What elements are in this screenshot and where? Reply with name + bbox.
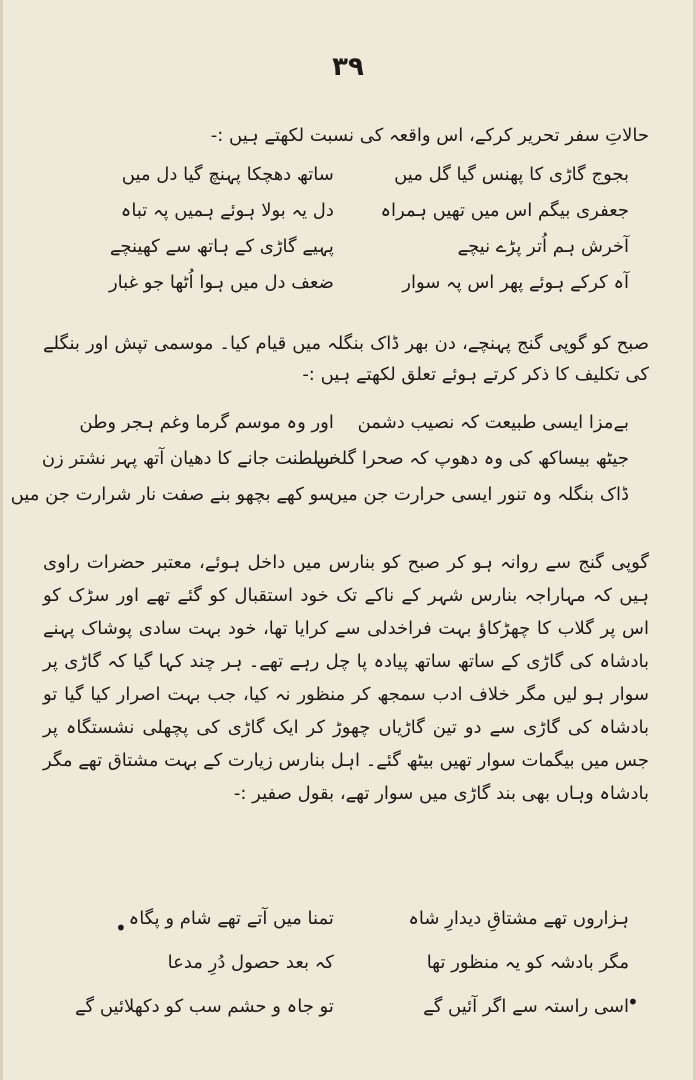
misra-first: ڈاک بنگلہ وہ تنور ایسی حرارت جن میں	[328, 483, 629, 505]
misra-second: ضعف دل میں ہوا اُٹھا جو غبار	[108, 271, 334, 293]
misra-second: پہیے گاڑی کے ہاتھ سے کھینچے	[109, 235, 334, 257]
prose-paragraph-2	[43, 546, 649, 810]
misra-second: کہ بعد حصول دُرِ مدعا	[167, 951, 334, 973]
couplet	[10, 476, 649, 512]
intro-text: حالاتِ سفر تحریر کرکے، اس واقعہ کی نسبت لکھتے ہیں :-	[210, 125, 649, 146]
misra-first: جعفری بیگم اس میں تھیں ہمراہ	[380, 199, 629, 221]
poem-3	[43, 896, 649, 1028]
paragraph-text: صبح کو گوپی گنج پہنچے، دن بھر ڈاک بنگلہ میں قیام کیا۔ موسمی تپش اور بنگلے کی تکلیف کا ذکر کرتے ہوئے تعلق لکھتے ہیں :-	[43, 333, 649, 385]
couplet	[43, 440, 649, 476]
misra-first: آہ کرکے ہوئے پھر اس پہ سوار	[402, 271, 629, 293]
misra-second: تمنا میں آتے تھے شام و پگاہ	[128, 907, 334, 929]
couplet	[43, 156, 649, 192]
misra-second: تو جاہ و حشم سب کو دکھلائیں گے	[74, 995, 334, 1017]
misra-second: سو کھے بچھو بنے صفت نار شرارت جن میں	[10, 483, 334, 505]
misra-first: بےمزا ایسی طبیعت کہ نصیب دشمن	[357, 411, 629, 433]
misra-second: اور وہ موسم گرما وغم ہجر وطن	[79, 411, 334, 433]
couplet	[43, 228, 649, 264]
verse-bullet-icon: •	[115, 916, 127, 940]
poem-2	[10, 404, 649, 512]
misra-first: ہزاروں تھے مشتاقِ دیدارِ شاہ	[408, 907, 629, 929]
intro-line	[43, 120, 649, 151]
poem-1	[43, 156, 649, 300]
misra-first: بجوج گاڑی کا پھنس گیا گل میں	[394, 163, 629, 185]
misra-first: اسی راستہ سے اگر آئیں گے	[423, 995, 629, 1017]
misra-first: مگر بادشہ کو یہ منظور تھا	[426, 951, 629, 973]
couplet	[43, 264, 649, 300]
couplet	[43, 940, 649, 984]
couplet	[43, 404, 649, 440]
misra-first: جیٹھ بیساکھ کی وہ دھوپ کہ صحرا گلخن	[316, 447, 629, 469]
misra-second: ساتھ دھچکا پہنچ گیا دل میں	[121, 163, 334, 185]
prose-paragraph-1	[43, 328, 649, 390]
verse-bullet-icon: •	[627, 990, 639, 1014]
misra-second: دل یہ بولا ہوئے ہمیں پہ تباہ	[120, 199, 334, 221]
misra-second: سلطنت جانے کا دھیان آتھ پہر نشتر زن	[41, 447, 334, 469]
paragraph-text: گوپی گنج سے روانہ ہو کر صبح کو بنارس میں داخل ہوئے، معتبر حضرات راوی ہیں کہ مہاراجہ بنارس شہر کے ناکے تک خود استقبال کو گئے تھے اور سڑک کو اس پر گلاب کا چھڑکاؤ بہت فراخدلی سے کرایا تھا، خود بہت سادی پوشاک پہنے بادشاہ کی گاڑی کے ساتھ ساتھ پیادہ پا چل رہے تھے۔ ہر چند کہا گیا کہ گاڑی پر سوار ہو لیں مگر خلاف ادب سمجھ کر منظور نہ کیا، جب بہت اصرار کیا گیا تو بادشاہ کی گاڑی سے دو تین گاڑیاں چھوڑ کر ایک گاڑی کی پچھلی نشستگاہ پر جس میں بیگمات سوار تھیں بیٹھ گئے۔ اہل بنارس زیارت کے بہت مشتاق تھے مگر بادشاہ وہاں بھی بند گاڑی میں سوار تھے، بقول صفیر :-	[43, 552, 649, 804]
couplet	[43, 192, 649, 228]
couplet	[43, 984, 649, 1028]
page-number: ۳۹	[332, 52, 364, 82]
couplet	[43, 896, 649, 940]
misra-first: آخرش ہم اُتر پڑے نیچے	[457, 235, 629, 257]
